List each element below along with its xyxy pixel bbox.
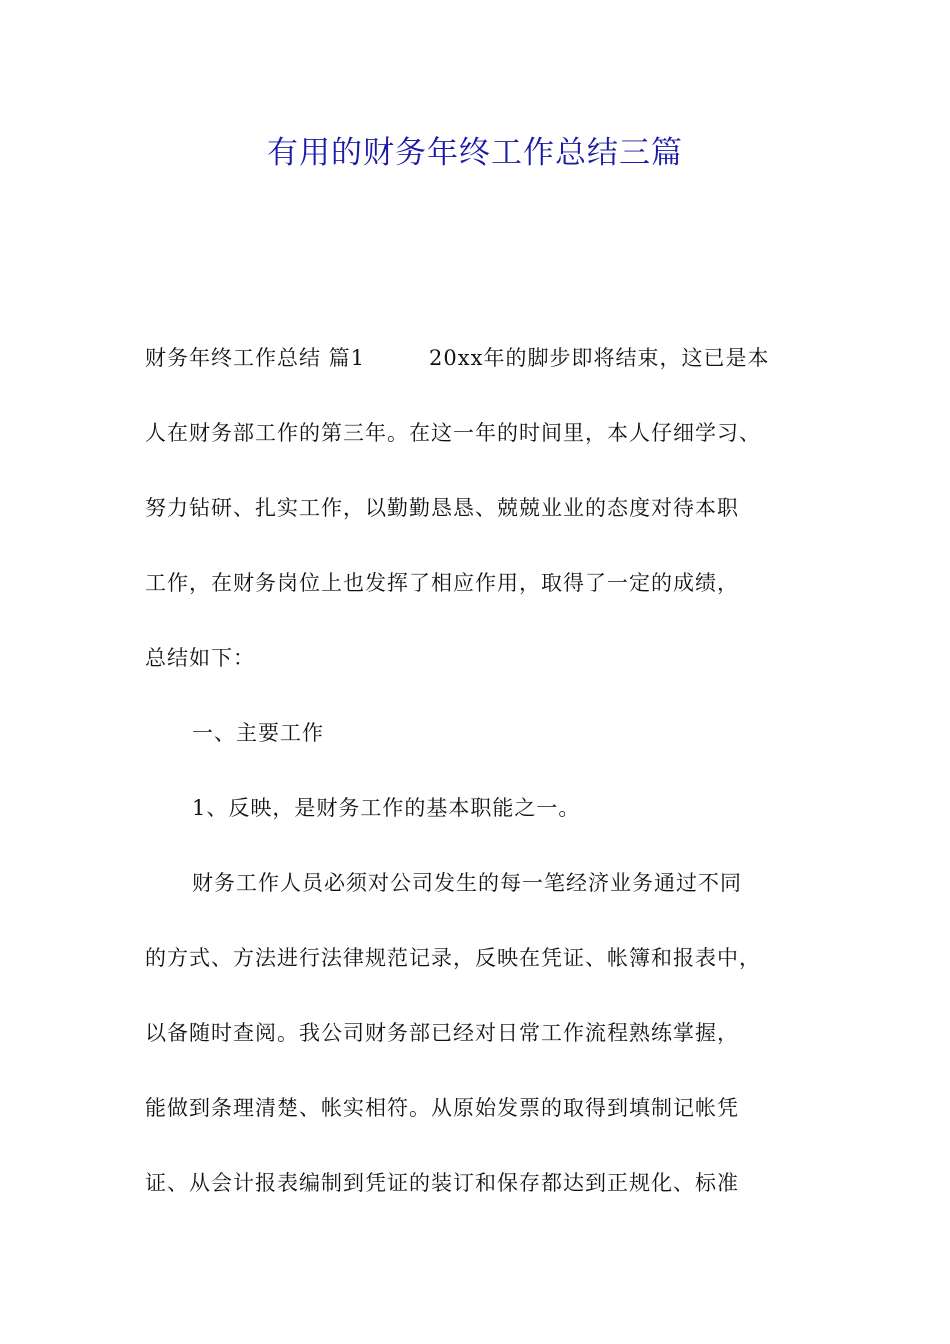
paragraph-line-11: 能做到条理清楚、帐实相符。从原始发票的取得到填制记帐凭 [145,1096,739,1120]
paragraph-line-3: 努力钻研、扎实工作，以勤勤恳恳、兢兢业业的态度对待本职 [145,496,739,520]
subheading-main-work: 一、主要工作 [192,721,324,745]
paragraph-text: 20xx年的脚步即将结束，这已是本 [429,346,770,370]
document-title: 有用的财务年终工作总结三篇 [267,135,683,171]
section-heading: 财务年终工作总结 篇1 [145,346,366,370]
paragraph-line-10: 以备随时查阅。我公司财务部已经对日常工作流程熟练掌握， [145,1021,739,1045]
paragraph-line-12: 证、从会计报表编制到凭证的装订和保存都达到正规化、标准 [145,1171,739,1195]
paragraph-line-9: 的方式、方法进行法律规范记录，反映在凭证、帐簿和报表中， [145,946,761,970]
item-heading-1: 1、反映，是财务工作的基本职能之一。 [192,796,581,820]
paragraph-line-5: 总结如下： [145,646,255,670]
paragraph-line-2: 人在财务部工作的第三年。在这一年的时间里，本人仔细学习、 [145,421,761,445]
paragraph-line-8: 财务工作人员必须对公司发生的每一笔经济业务通过不同 [192,871,742,895]
paragraph-line-4: 工作，在财务岗位上也发挥了相应作用，取得了一定的成绩， [145,571,739,595]
paragraph-line-1 [145,343,769,373]
